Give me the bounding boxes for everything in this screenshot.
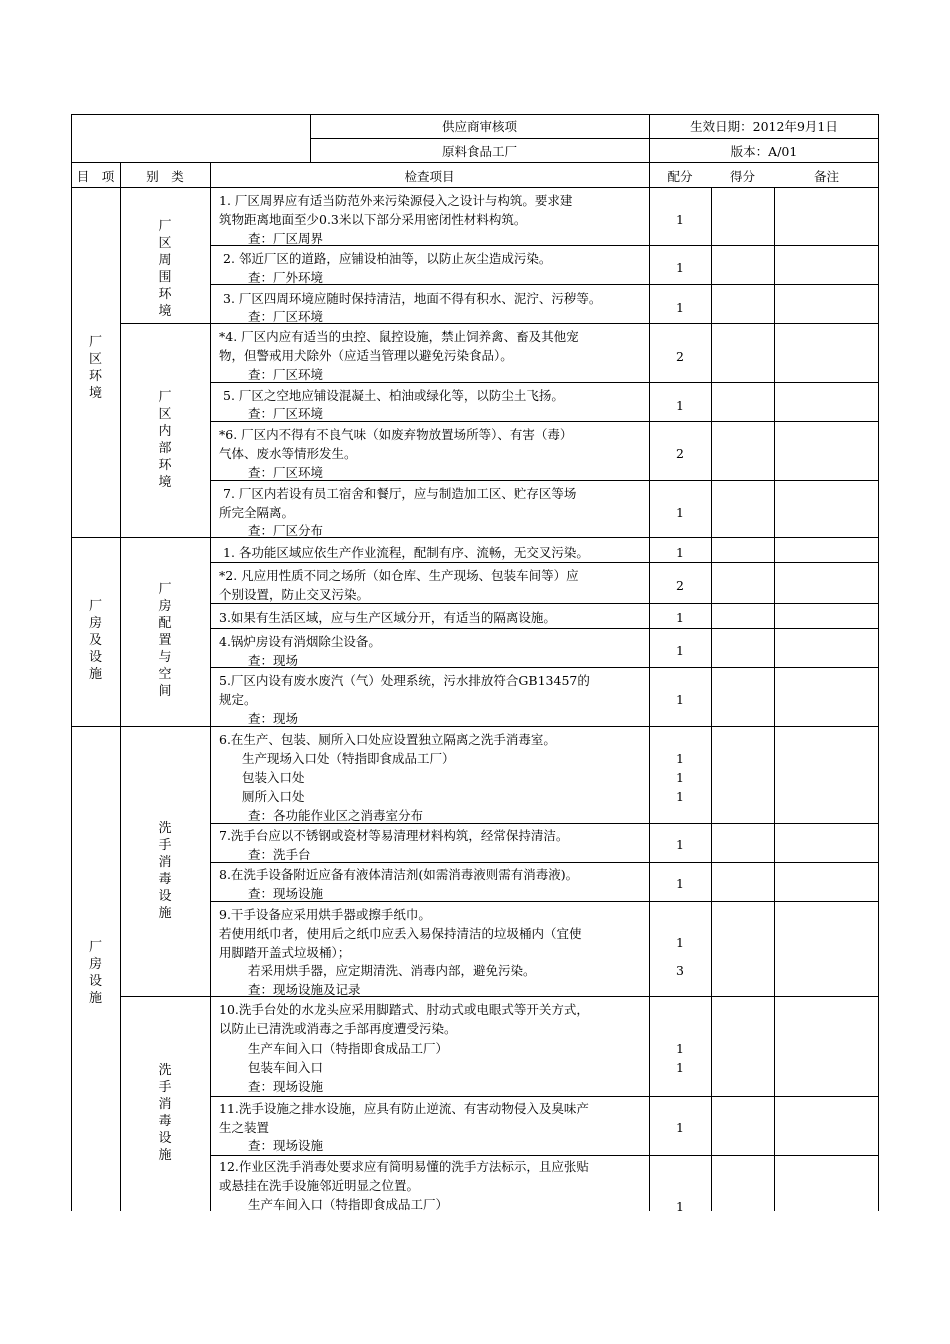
check-item-text: 生之装置 — [219, 1120, 270, 1135]
sub-item: 生产车间入口（特指即食成品工厂） — [248, 1197, 449, 1212]
col-line — [210, 162, 211, 1211]
check-method: 查：现场 — [248, 653, 299, 668]
check-item-text: 6.在生产、包装、厕所入口处应设置独立隔离之洗手消毒室。 — [219, 732, 556, 747]
check-method: 查：厂区环境 — [248, 465, 324, 480]
check-item-text: *4. 厂区内应有适当的虫控、鼠控设施，禁止饲养禽、畜及其他宠 — [219, 329, 579, 344]
check-method: 查：厂区环境 — [248, 406, 324, 421]
check-item-text: 用脚踏开盖式垃圾桶）； — [219, 945, 351, 960]
points-value: 3 — [676, 963, 684, 978]
check-item-text: 7. 厂区内若设有员工宿舍和餐厅，应与制造加工区、贮存区等场 — [223, 486, 577, 501]
check-method: 查：厂外环境 — [248, 270, 324, 285]
points-value: 2 — [676, 349, 684, 364]
check-method: 查：厂区分布 — [248, 523, 324, 538]
col-line — [711, 187, 712, 1211]
check-method: 查：现场 — [248, 711, 299, 726]
points-value: 1 — [676, 1041, 684, 1056]
points-value: 1 — [676, 1199, 684, 1214]
points-value: 1 — [676, 751, 684, 766]
points-value: 1 — [676, 876, 684, 891]
sub-item: 生产车间入口（特指即食成品工厂） — [248, 1041, 449, 1056]
check-item-text: *2. 凡应用性质不同之场所（如仓库、生产现场、包装车间等）应 — [219, 568, 579, 583]
points-value: 1 — [676, 770, 684, 785]
header-divider — [71, 187, 879, 188]
category-divider — [120, 996, 879, 997]
check-item-text: 3.如果有生活区域，应与生产区域分开，有适当的隔离设施。 — [219, 610, 556, 625]
header-divider — [310, 138, 879, 139]
check-item-text: 1. 各功能区域应依生产作业流程，配制有序、流畅，无交叉污染。 — [223, 545, 589, 560]
points-value: 1 — [676, 789, 684, 804]
row-divider — [210, 1096, 879, 1097]
check-item-text: 3. 厂区四周环境应随时保持清洁，地面不得有积水、泥泞、污秽等。 — [223, 291, 602, 306]
points-value: 1 — [676, 1060, 684, 1075]
sub-item: 包装车间入口 — [248, 1060, 324, 1075]
table-border-top — [71, 114, 879, 115]
points-value: 1 — [676, 545, 684, 560]
section-label: 厂 区 环 境 — [88, 335, 102, 401]
category-label: 厂 区 内 部 环 境 — [158, 390, 172, 490]
sub-item: 厕所入口处 — [242, 789, 305, 804]
check-item-text: 1. 厂区周界应有适当防范外来污染源侵入之设计与构筑。要求建 — [219, 193, 573, 208]
col-header-check: 检查项目 — [404, 169, 455, 184]
check-item-text: 5. 厂区之空地应铺设混凝土、柏油或绿化等，以防尘土飞扬。 — [223, 388, 564, 403]
check-method: 查：现场设施 — [248, 1079, 324, 1094]
sub-item: 若采用烘手器，应定期清洗、消毒内部，避免污染。 — [248, 963, 536, 978]
check-item-text: 或悬挂在洗手设施邻近明显之位置。 — [219, 1178, 420, 1193]
check-item-text: 7.洗手台应以不锈钢或瓷材等易清理材料构筑，经常保持清洁。 — [219, 828, 569, 843]
check-method: 查：厂区环境 — [248, 367, 324, 382]
section-label: 厂 房 设 施 — [88, 940, 102, 1006]
col-header-remark: 备注 — [813, 169, 839, 184]
table-border-right — [878, 114, 879, 1211]
col-header-points: 配分 — [667, 169, 693, 184]
check-item-text: 物，但警戒用犬除外（应适当管理以避免污染食品）。 — [219, 348, 513, 363]
points-value: 1 — [676, 935, 684, 950]
check-item-text: 所完全隔离。 — [219, 505, 295, 520]
points-value: 1 — [676, 212, 684, 227]
check-item-text: 规定。 — [219, 692, 257, 707]
check-item-text: 12.作业区洗手消毒处要求应有简明易懂的洗手方法标示，且应张贴 — [219, 1159, 589, 1174]
check-item-text: 10.洗手台处的水龙头应采用脚踏式、肘动式或电眼式等开关方式， — [219, 1002, 589, 1017]
sub-item: 生产现场入口处（特指即食成品工厂） — [242, 751, 455, 766]
check-item-text: 5.厂区内设有废水废汽（气）处理系统，污水排放符合GB13457的 — [219, 673, 590, 688]
category-label: 厂 房 配 置 与 空 间 — [158, 582, 172, 699]
category-divider — [120, 323, 879, 324]
check-method: 查：厂区环境 — [248, 309, 324, 324]
points-value: 1 — [676, 398, 684, 413]
section-label: 厂 房 及 设 施 — [88, 599, 102, 682]
version: 版本：A/01 — [730, 144, 798, 159]
points-value: 1 — [676, 260, 684, 275]
check-item-text: 2. 邻近厂区的道路，应铺设柏油等，以防止灰尘造成污染。 — [223, 251, 552, 266]
category-label: 洗 手 消 毒 设 施 — [158, 821, 172, 921]
check-item-text: 11.洗手设施之排水设施，应具有防止逆流、有害动物侵入及臭味产 — [219, 1101, 589, 1116]
category-label: 洗 手 消 毒 设 施 — [158, 1063, 172, 1163]
points-value: 1 — [676, 692, 684, 707]
row-divider — [210, 562, 879, 563]
check-method: 查：现场设施 — [248, 1138, 324, 1153]
check-method: 查：厂区周界 — [248, 231, 324, 246]
check-item-text: 筑物距离地面至少0.3米以下部分采用密闭性材料构筑。 — [219, 212, 527, 227]
check-item-text: 9.干手设备应采用烘手器或擦手纸巾。 — [219, 907, 431, 922]
category-label: 厂 区 周 围 环 境 — [158, 219, 172, 319]
points-value: 1 — [676, 643, 684, 658]
row-divider — [210, 628, 879, 629]
points-value: 2 — [676, 446, 684, 461]
col-line — [774, 187, 775, 1211]
page-title: 供应商审核项 — [441, 119, 517, 134]
check-method: 查：现场设施 — [248, 886, 324, 901]
points-value: 2 — [676, 578, 684, 593]
points-value: 1 — [676, 505, 684, 520]
page-subtitle: 原料食品工厂 — [441, 144, 517, 159]
col-header-category: 别 类 — [146, 169, 184, 184]
check-item-text: 8.在洗手设备附近应备有液体清洁剂(如需消毒液则需有消毒液)。 — [219, 867, 579, 882]
check-method: 查：现场设施及记录 — [248, 982, 361, 997]
row-divider — [210, 1155, 879, 1156]
col-header-item: 目 项 — [76, 169, 115, 184]
check-item-text: 若使用纸巾者，使用后之纸巾应丢入易保持清洁的垃圾桶内（宜使 — [219, 926, 582, 941]
points-value: 1 — [676, 1120, 684, 1135]
points-value: 1 — [676, 610, 684, 625]
check-item-text: 个别设置，防止交叉污染。 — [219, 587, 370, 602]
header-divider — [71, 162, 879, 163]
col-header-score: 得分 — [729, 169, 755, 184]
sub-item: 包装入口处 — [242, 770, 305, 785]
section-divider — [71, 726, 879, 727]
points-value: 1 — [676, 837, 684, 852]
check-method: 查：各功能作业区之消毒室分布 — [248, 808, 424, 823]
audit-table — [71, 114, 879, 1214]
check-item-text: 4.锅炉房设有消烟除尘设备。 — [219, 634, 381, 649]
check-item-text: *6. 厂区内不得有不良气味（如废弃物放置场所等）、有害（毒） — [219, 427, 573, 442]
section-divider — [71, 537, 879, 538]
points-value: 1 — [676, 300, 684, 315]
effective-date: 生效日期：2012年9月1日 — [690, 119, 838, 134]
check-item-text: 以防止已清洗或消毒之手部再度遭受污染。 — [219, 1021, 457, 1036]
row-divider — [210, 667, 879, 668]
check-method: 查：洗手台 — [248, 847, 311, 862]
check-item-text: 气体、废水等情形发生。 — [219, 446, 357, 461]
